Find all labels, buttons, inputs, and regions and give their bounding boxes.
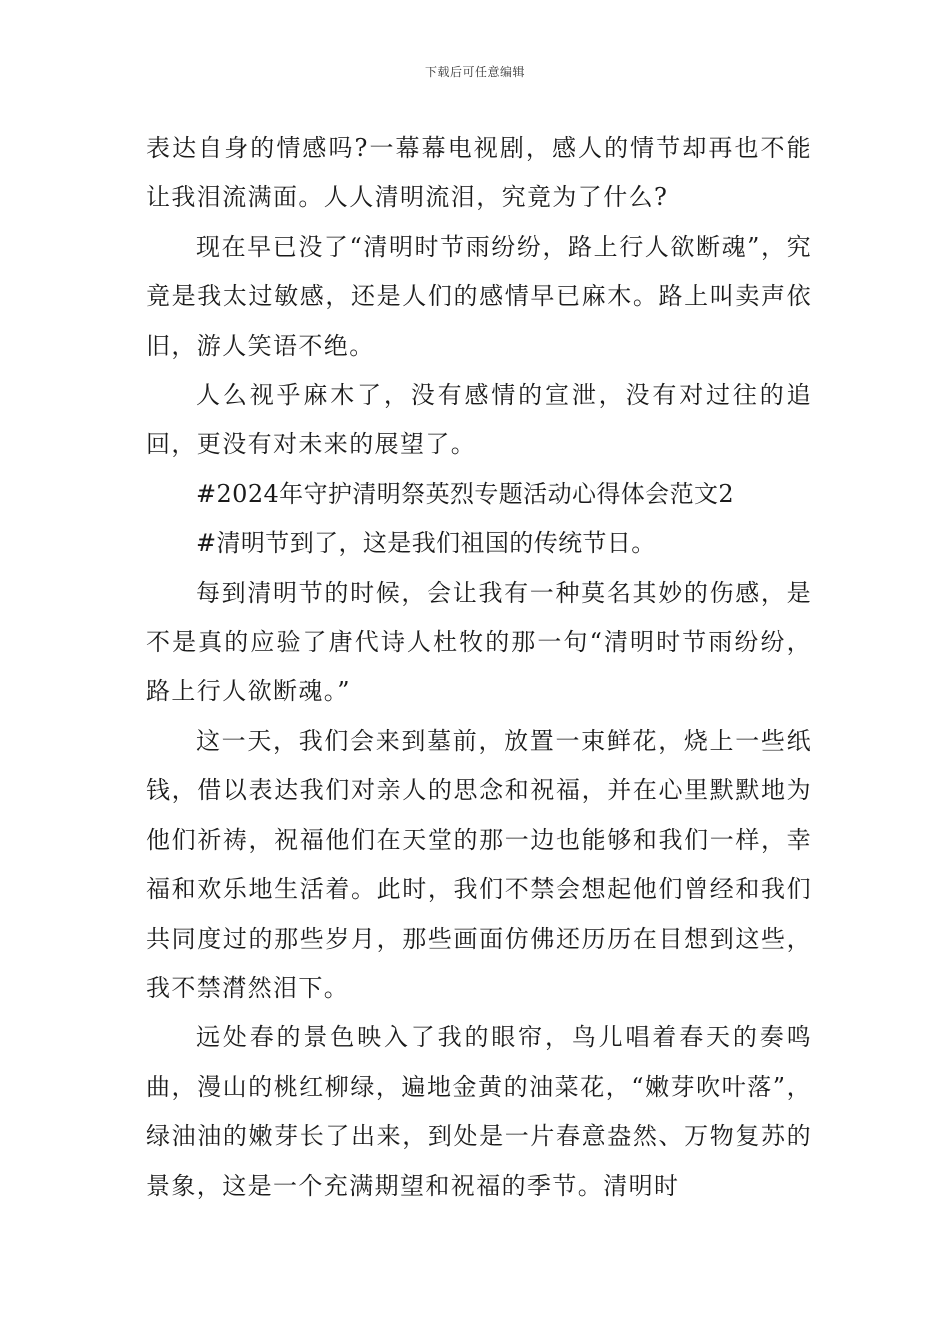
document-body <box>146 124 812 1211</box>
paragraph: 人么视乎麻木了，没有感情的宣泄，没有对过往的追回，更没有对未来的展望了。 <box>146 381 812 459</box>
section-heading: #2024年守护清明祭英烈专题活动心得体会范文2 <box>196 479 735 508</box>
paragraph: 远处春的景色映入了我的眼帘，鸟儿唱着春天的奏鸣曲，漫山的桃红柳绿，遍地金黄的油菜花，“嫩芽吹叶落”，绿油油的嫩芽长了出来，到处是一片春意盎然、万物复苏的景象，这是一个充满期望和祝福的季节。清明时 <box>146 1023 812 1200</box>
paragraph: 每到清明节的时候，会让我有一种莫名其妙的伤感，是不是真的应验了唐代诗人杜牧的那一句“清明时节雨纷纷，路上行人欲断魂。” <box>146 578 812 706</box>
paragraph: 现在早已没了“清明时节雨纷纷，路上行人欲断魂”，究竟是我太过敏感，还是人们的感情早已麻木。路上叫卖声依旧，游人笑语不绝。 <box>146 232 812 360</box>
page-header: 下载后可任意编辑 <box>424 65 525 79</box>
section-subheading: #清明节到了，这是我们祖国的传统节日。 <box>196 529 656 558</box>
paragraph-continuation: 表达自身的情感吗?一幕幕电视剧，感人的情节却再也不能让我泪流满面。人人清明流泪，究竟为了什么? <box>146 134 812 212</box>
paragraph: 这一天，我们会来到墓前，放置一束鲜花，烧上一些纸钱，借以表达我们对亲人的思念和祝福，并在心里默默地为他们祈祷，祝福他们在天堂的那一边也能够和我们一样，幸福和欢乐地生活着。此时，我们不禁会想起他们曾经和我们共同度过的那些岁月，那些画面仿佛还历历在目想到这些，我不禁潸然泪下。 <box>146 726 812 1002</box>
